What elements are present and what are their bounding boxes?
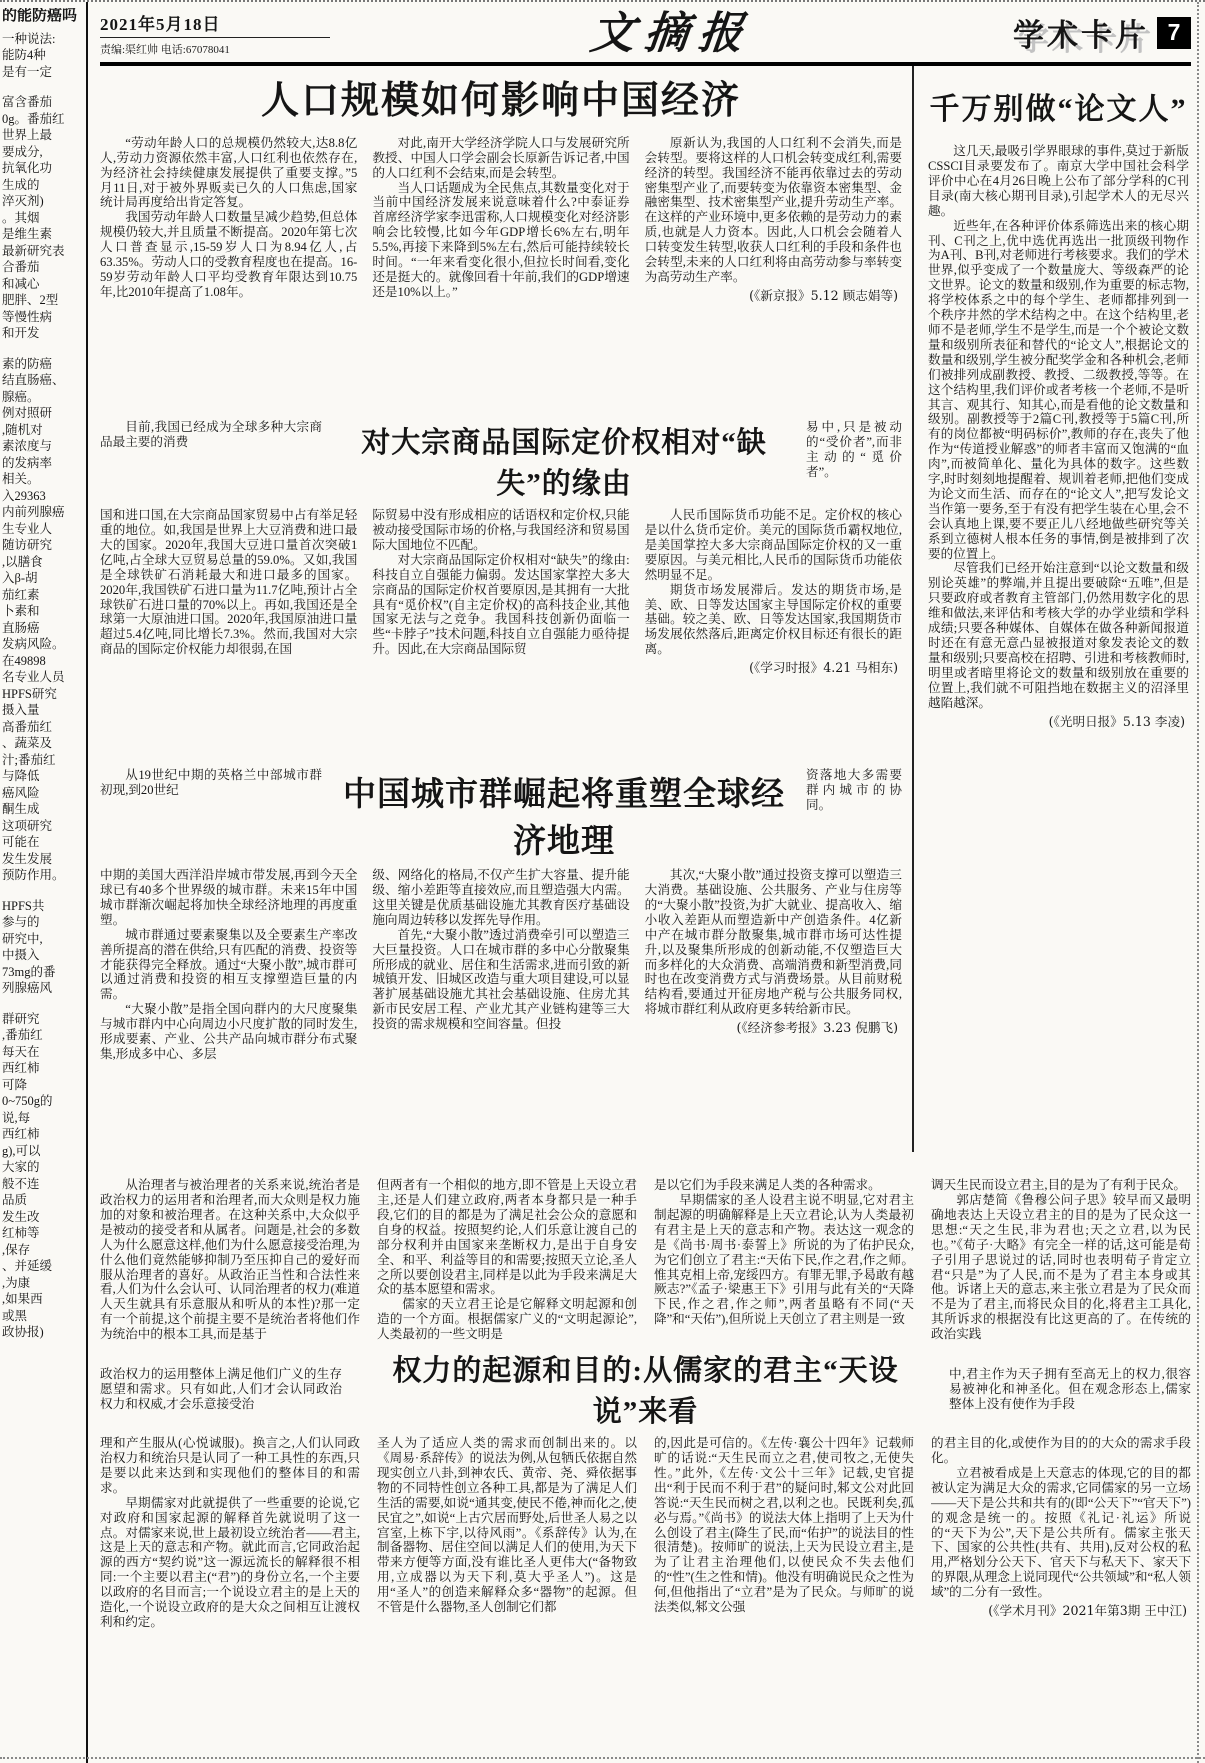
- column-1: [100, 1178, 360, 1342]
- editor-line: 责编:渠红帅 电话:67078041: [100, 44, 230, 56]
- strip-fragment: 肥胖、2型: [2, 293, 59, 307]
- masthead-logo: 文摘报: [587, 8, 756, 59]
- strip-fragment: 素浓度与: [2, 439, 53, 453]
- paragraph: 的,因此是可信的。《左传·襄公十四年》记载师旷的话说:“天生民而立之君,使司牧之,无使失性。”此外,《左传·文公十三年》记载,史官提出“利于民而不利于君”的疑问时,邾文公对此回答说:“天生民而树之君,以利之也。民既利矣,孤必与焉。”《尚书》的说法大体上指明了上天为什么创设了君主(降生了民,而“佑护”的说法目的性很清楚)。按师旷的说法,上天为民设立君主,是为了让君主治理他们,以使民众不失去他们的“性”(生之性和情)。他没有明确说民众之性为何,但他指出了“立君”是为了民众。与师旷的说法类似,邾文公强: [654, 1436, 914, 1615]
- article-title: 权力的起源和目的:从儒家的君主“天设说”来看: [392, 1355, 899, 1429]
- left-articles: [100, 66, 902, 1152]
- paragraph: 的君主目的化,或使作为目的的大众的需求手段化。: [931, 1436, 1191, 1465]
- strip-fragment: 发生改: [2, 1209, 40, 1224]
- strip-fragment: ,如果西: [2, 1292, 43, 1306]
- paragraph: 对大宗商品国际定价权相对“缺失”的缘由:科技自立自强能力偏弱。发达国家掌控大多大宗商品的国际定价权首要原因,是其拥有一大批具有“觅价权”(自主定价权)的高科技企业,其他国家无法与之竞争。我国科技创新仍面临一些“卡脖子”技术问题,科技自立自强能力亟待提升。因此,在大宗商品国际贸: [372, 552, 630, 657]
- paragraph: 这几天,最吸引学界眼球的事件,莫过于新版CSSCI目录要发布了。南京大学中国社会科学评价中心在4月26日晚上公布了部分学科的C刊目录(南大核心期刊目录),引起学术人的无尽兴趣。: [928, 144, 1189, 218]
- strip-fragment: 直肠癌: [2, 620, 40, 635]
- strip-fragment: 研究中,: [2, 931, 43, 946]
- strip-fragment: 、并延缓: [2, 1259, 53, 1273]
- strip-fragment: 的能防癌吗: [2, 8, 78, 24]
- column-3: [654, 1436, 914, 1630]
- strip-fragment: 合番茄: [2, 260, 40, 274]
- paragraph: 我国劳动年龄人口数量呈减少趋势,但总体规模仍较大,并且质量不断提高。2020年第七次人口普查显示,15-59岁人口为8.94亿人,占63.35%。劳动人口的受教育程度也在提高。16-59岁劳动年龄人口平均受教育年限达到10.75年,比2010年提高了1.08年。: [100, 210, 358, 299]
- paragraph: 儒家的天立君王论是它解释文明起源和创造的一个方面。根据儒家广义的“文明起源论”,人类最初的一些文明是: [377, 1297, 637, 1342]
- column-2: [372, 508, 629, 675]
- article-title: 对大宗商品国际定价权相对“缺失”的缘由: [361, 427, 767, 501]
- strip-fragment: HPFS共: [2, 898, 45, 913]
- strip-fragment: ,保存: [2, 1242, 31, 1257]
- column-1: [100, 508, 357, 675]
- paragraph: 调天生民而设立君主,目的是为了有利于民众。: [931, 1178, 1187, 1193]
- paragraph: 国和进口国,在大宗商品国家贸易中占有举足轻重的地位。如,我国是世界上大豆消费和进口最大的国家。2020年,我国大豆进口量首次突破1亿吨,占全球大豆贸易总量的59.0%。又如,我国是全球铁矿石消耗最大和进口最多的国家。2020年,我国铁矿石进口量为11.7亿吨,预计占全球铁矿石进口量的70%以上。再如,我国还是全球第一大原油进口国。2020年,我国原油进口量超过5.4亿吨,同比增长7.3%。然而,我国对大宗商品的国际定价权能力却很弱,在国: [100, 508, 358, 657]
- paragraph: 近些年,在各种评价体系筛选出来的核心期刊、C刊之上,优中选优再选出一批顶级刊物作为A刊、B刊,对老师进行考核要求。我们的学术世界,似乎变成了一个数量庞大、等级森严的论文世界。论文的数量和级别,作为重要的标志物,将学校体系之中的每个学生、老师都排列到一个秩序井然的学术结构之中。在这个结构里,老师不是老师,学生不是学生,而是一个个被论文数量和级别所表征和替代的“论文人”,根据论文的数量和级别,学生被分配奖学金和各种机会,老师们被排列成副教授、教授、二级教授,等等。在这个结构里,我们评价或者考核一个老师,不是听其言、观其行、知其心,而是看他的论文数量和级别。副教授等于2篇C刊,教授等于5篇C刊,所有的岗位都被“明码标价”,教师的存在,丧失了他作为“传道授业解惑”的师者丰富而又饱满的“血肉”,而被简单化、量化为具体的数字。这些数字,时时刻刻地提醒着、规训着老师,把他们变成为论文而生活、而存在的“论文人”,把写发论文当作第一要务,至于有没有把学生装在心里,会不会认真地上课,要不要正儿八经地做些研究等关系到立德树人根本任务的事情,倒是被排到了次要的位置上。: [928, 218, 1189, 561]
- article-paper-person: [912, 66, 1191, 1152]
- paragraph: 际贸易中没有形成相应的话语权和定价权,只能被动接受国际市场的价格,与我国经济和贸易国际大国地位不匹配。: [372, 508, 630, 552]
- strip-fragment: 和减心: [2, 276, 40, 291]
- strip-fragment: 说,每: [2, 1110, 31, 1125]
- strip-fragment: 发病风险。: [2, 637, 65, 651]
- paragraph: 政治权力的运用整体上满足他们广义的生存愿望和需求。只有如此,人们才会认同政治权力和权威,才会乐意接受治: [100, 1366, 342, 1411]
- strip-fragment: ,以膳食: [2, 554, 43, 569]
- strip-fragment: 。其烟: [2, 210, 40, 225]
- strip-fragment: 大家的: [2, 1160, 40, 1174]
- article-commodity-pricing: [100, 412, 902, 762]
- strip-fragment: [2, 80, 82, 94]
- section-title: 学术卡片: [1013, 18, 1149, 53]
- article-population-economy: [100, 66, 902, 412]
- issue-date: 2021年5月18日: [100, 10, 330, 38]
- article-origin-of-power: [100, 1178, 1191, 1763]
- strip-fragment: ,为康: [2, 1275, 31, 1290]
- source-attribution: (《经济参考报》3.23 倪鹏飞): [736, 1020, 898, 1036]
- article-title: 中国城市群崛起将重塑全球经济地理: [343, 777, 785, 861]
- column-3: [645, 508, 902, 675]
- column-2: [372, 136, 629, 303]
- intro-wrap: [100, 420, 322, 502]
- strip-fragment: 要成分,: [2, 144, 43, 159]
- article-city-clusters: [100, 762, 902, 1148]
- strip-fragment: 中摄入: [2, 948, 40, 962]
- strip-fragment: 与降低: [2, 769, 40, 783]
- column-1: [100, 868, 357, 1062]
- paragraph: 中,君主作为天子拥有至高无上的权力,很容易被神化和神圣化。但在观念形态上,儒家整体上没有使作为手段: [949, 1366, 1191, 1411]
- strip-fragment: 酮生成: [2, 802, 40, 816]
- strip-fragment: 高番茄红: [2, 719, 53, 734]
- content-row: [100, 66, 1191, 1152]
- strip-fragment: 癌风险: [2, 785, 40, 800]
- strip-fragment: 0g。番茄红: [2, 111, 65, 126]
- strip-fragment: 相关。: [2, 472, 40, 486]
- strip-fragment: 富含番茄: [2, 95, 53, 109]
- paragraph: 早期儒家的圣人设君主说不明显,它对君主制起源的明确解释是上天立君论,认为人类最初有君主是上天的意志和产物。表达这一观念的是《尚书·周书·泰誓上》所说的为了佑护民众,为它们创立了君主:“天佑下民,作之君,作之师。惟其克相上帝,宠绥四方。有罪无罪,予曷敢有越厥志?”《孟子·梁惠王下》引用与此有关的“天降下民,作之君,作之师”,两者虽略有不同(“天降”和“天佑”),但所说上天创立了君主则是一致: [654, 1193, 914, 1327]
- paragraph: 郭店楚简《鲁穆公问子思》较早而又最明确地表达上天设立君主的目的是为了民众这一思想:“天之生民,非为君也;天之立君,以为民也。”《荀子·大略》有完全一样的话,这可能是荀子引用子思说过的话,同时也表明荀子肯定立君“只是”为了人民,而不是为了君主本身或其他。诉诸上天的意志,来主张立君是为了民众而不是为了君主,而将民众目的化,将君主工具化,其所诉求的根据没有比这更高的了。在传统的政治实践: [931, 1193, 1191, 1342]
- strip-fragment: 茄红素: [2, 587, 40, 602]
- strip-fragment: ,番茄红: [2, 1028, 43, 1042]
- strip-fragment: 最新研究表: [2, 243, 65, 258]
- column-4-continued: [949, 1367, 1191, 1412]
- paragraph: 但两者有一个相似的地方,即不管是上天设立君主,还是人们建立政府,两者本身都只是一种手段,它们的目的都是为了满足社会公众的意愿和自身的权益。按照契约论,人们乐意让渡自己的部分权利并由国家来垄断权力,是出于自身安全、和平、利益等目的和需要;按照天立论,圣人之所以要创设君主,同样是以此为手段来满足大众的基本愿望和需求。: [377, 1178, 637, 1297]
- column-2: [372, 868, 629, 1062]
- header-right: [1013, 10, 1191, 55]
- paragraph: 中期的美国大西洋沿岸城市带发展,再到今天全球已有40多个世界级的城市群。未来15年中国城市群渐次崛起将加快全球经济地理的再度重塑。: [100, 868, 358, 927]
- source-attribution: (《新京报》5.12 顾志娟等): [749, 287, 898, 303]
- paragraph: 其次,“大聚小散”通过投资支撑可以塑造三大消费。基础设施、公共服务、产业与住房等的“大聚小散”投资,为扩大就业、提高收入、缩小收入差距从而塑造新中产创造条件。4亿新中产在城市群分散聚集,城市群市场可达性提升,以及聚集所形成的创新动能,不仅塑造巨大而多样化的大众消费、高端消费和新型消费,同时也在改变消费方式与消费场景。从目前财税结构看,要通过开征房地产税与公共服务同权,将城市群红利从政府更多转给新市民。: [644, 868, 902, 1017]
- strip-fragment: 结直肠癌、: [2, 373, 65, 387]
- column-3: [654, 1178, 914, 1342]
- article-columns: [100, 136, 902, 303]
- paragraph: 对此,南开大学经济学院人口与发展研究所教授、中国人口学会副会长原新告诉记者,中国的人口红利不会结束,而是会转型。: [372, 135, 630, 180]
- column-1: [100, 1436, 360, 1630]
- title-band: [100, 1348, 1191, 1430]
- margin-note: [806, 420, 902, 480]
- strip-fragment: 预防作用。: [2, 868, 65, 882]
- strip-fragment: 或黑: [2, 1308, 28, 1323]
- article-title: 千万别做“论文人”: [929, 93, 1188, 127]
- strip-fragment: 发生发展: [2, 851, 53, 866]
- column-2: [377, 1178, 637, 1342]
- strip-fragment: 淬灭剂): [2, 194, 44, 208]
- strip-fragment: 在49898: [2, 653, 46, 668]
- article-title: 人口规模如何影响中国经济: [260, 80, 741, 123]
- strip-fragment: 内前列腺癌: [2, 505, 65, 519]
- strip-fragment: 列腺癌风: [2, 981, 53, 995]
- article-columns: [100, 508, 902, 675]
- paragraph: 级、网络化的格局,不仅产生扩大容量、提升能级、缩小差距等直接效应,而且塑造强大内需。这里关键是优质基础设施尤其教育医疗基础设施向周边转移以发挥先导作用。: [372, 868, 630, 927]
- strip-fragment: 腺癌。: [2, 389, 40, 404]
- paragraph: 圣人为了适应人类的需求而创制出来的。以《周易·系辞传》的说法为例,从包牺氏依据自然现实创立八卦,到神农氏、黄帝、尧、舜依据事物的不同特性创立各种工具,都是为了满足人们生活的需要,如说“通其变,使民不倦,神而化之,使民宜之”,如说“上古穴居而野处,后世圣人易之以宫室,上栋下宇,以待风雨”。《系辞传》认为,在制备器物、居住空间以满足人们的使用,为天下带来方便等方面,没有谁比圣人更伟大(“备物致用,立成器以为天下利,莫大乎圣人”)。这是用“圣人”的创造来解释众多“器物”的起源。但不管是什么器物,圣人创制它们都: [377, 1436, 637, 1615]
- strip-fragment: 0~750g的: [2, 1094, 53, 1108]
- strip-fragment: 西红柿: [2, 1061, 40, 1075]
- page-number-box: 7: [1157, 17, 1191, 49]
- strip-fragment: 红柿等: [2, 1226, 40, 1240]
- header-date-block: [100, 10, 330, 57]
- strip-fragment: 可能在: [2, 835, 40, 849]
- column-4: [931, 1436, 1191, 1630]
- source-attribution: (《光明日报》5.13 李凌): [1048, 713, 1185, 729]
- strip-fragment: 抗氧化功: [2, 161, 53, 175]
- strip-fragment: 例对照研: [2, 406, 53, 420]
- strip-fragment: 一种说法:: [2, 31, 56, 46]
- paragraph: 原新认为,我国的人口红利不会消失,而是会转型。要将这样的人口机会转变成红利,需要经济的转型。我国经济不能再依靠过去的劳动密集型产业了,而要转变为依靠资本密集型、金融密集型、技术密集型产业,提升劳动生产率。在这样的产业环境中,更多依赖的是劳动力的素质,也就是人力资本。因此,人口机会会随着人口转变发生转型,收获人口红利的手段和条件也会转型,未来的人口红利将由高劳动参与率转变为高劳动生产率。: [644, 135, 902, 284]
- source-attribution: (《学术月刊》2021年第3期 王中江): [988, 1603, 1187, 1619]
- paragraph: 资落地大多需要群内城市的协同。: [806, 768, 902, 812]
- strip-fragment: 、蔬菜及: [2, 736, 53, 750]
- article-head: [100, 420, 902, 502]
- strip-fragment: 世界上最: [2, 128, 53, 142]
- strip-fragment: 般不连: [2, 1176, 40, 1191]
- strip-fragment: 能防4种: [2, 48, 46, 62]
- strip-fragment: [2, 997, 82, 1011]
- page-main: [88, 2, 1205, 1763]
- strip-fragment: 卜素和: [2, 604, 40, 618]
- strip-fragment: 73mg的番: [2, 964, 56, 979]
- column-2: [377, 1436, 637, 1630]
- strip-fragment: 摄入量: [2, 703, 40, 717]
- strip-fragment: 西红柿: [2, 1127, 40, 1141]
- paragraph: 从治理者与被治理者的关系来说,统治者是政治权力的运用者和治理者,而大众则是权力施加的对象和被治理者。在这种关系中,大众似乎是被动的接受者和从属者。问题是,社会的多数人为什么愿意这样,他们为什么愿意接受治理,为什么他们竟然能够抑制乃至压抑自己的爱好而服从治理者的喜好。从政治正当性和合法性来看,人们为什么会认可、认同治理者的权力(难道人天生就具有乐意服从和听从的本性)?那一定有一个前提,这个前提主要不是统治者将他们作为统治中的根本工具,而是基于: [100, 1178, 360, 1342]
- strip-fragment: HPFS研究: [2, 686, 57, 701]
- strip-fragment: 每天在: [2, 1044, 40, 1059]
- paragraph: 易中,只是被动的“受价者”,而非主动的“觅价者”。: [806, 420, 902, 479]
- paragraph: 首先,“大聚小散”透过消费牵引可以塑造三大巨量投资。人口在城市群的多中心分散聚集所形成的就业、居住和生活需求,进而引致的新城镇开发、旧城区改造与重大项目建设,可以显著扩展基础设施尤其社会基础设施、住房尤其新市民安居工程、产业尤其产业链构建等三大投资的需求规模和空间容量。但投: [372, 927, 630, 1032]
- strip-fragment: 这项研究: [2, 818, 53, 833]
- article-columns: [100, 868, 902, 1062]
- strip-fragment: [2, 884, 82, 898]
- strip-fragment: 随访研究: [2, 538, 53, 552]
- column-4: [931, 1178, 1191, 1342]
- strip-fragment: [2, 342, 82, 356]
- strip-fragment: 可降: [2, 1077, 28, 1092]
- margin-note: [806, 768, 902, 813]
- page-header: [100, 10, 1191, 58]
- paragraph: 人民币国际货币功能不足。定价权的核心是以什么货币定价。美元的国际货币霸权地位,是美国掌控大多大宗商品国际定价权的又一重要原因。与美元相比,人民币的国际货币功能依然明显不足。: [644, 508, 902, 582]
- column-1: [100, 136, 357, 303]
- paragraph: 期货市场发展滞后。发达的期货市场,是美、欧、日等发达国家主导国际定价权的重要基础。较之美、欧、日等发达国家,我国期货市场发展依然落后,距离定价权目标还有很长的距离。: [644, 582, 902, 657]
- column-1-continued: [100, 1367, 342, 1412]
- strip-fragment: 政协报): [2, 1325, 44, 1339]
- paragraph: 从19世纪中期的英格兰中部城市群初现,到20世纪: [100, 768, 322, 798]
- article-head: [100, 768, 902, 862]
- paragraph: 早期儒家对此就提供了一些重要的论说,它对政府和国家起源的解释首先就说明了这一点。对儒家来说,世上最初设立统治者——君主,这是上天的意志和产物。就此而言,它同政治起源的西方“契约说”这一源远流长的解释很不相同:一个主要以君主(“君”)的身份立名,一个主要以政府的名目而言;一个说设立君主的是上天的造化,一个说设立政府的是大众之间相互让渡权利和约定。: [100, 1495, 360, 1629]
- strip-fragment: g),可以: [2, 1143, 41, 1158]
- paragraph: 是以它们为手段来满足人类的各种需求。: [654, 1178, 881, 1193]
- column-3: [645, 136, 902, 303]
- paragraph: “大聚小散”是指全国向群内的大尺度聚集与城市群内中心向周边小尺度扩散的同时发生,形成要素、产业、公共产品向城市群分布式聚集,形成多中心、多层: [100, 1002, 358, 1061]
- strip-fragment: 是有一定: [2, 64, 53, 79]
- strip-fragment: 素的防癌: [2, 356, 53, 371]
- intro-wrap: [100, 768, 322, 862]
- paragraph: 立君被看成是上天意志的体现,它的目的都被认定为满足大众的需求,它同儒家的另一立场——天下是公共和共有的(即“公天下”“官天下”)的观念是统一的。按照《礼记·礼运》所说的“天下为公”,天下是公共所有。儒家主张天下、国家的公共性(共有、共用),反对公权的私用,严格划分公天下、官天下与私天下、家天下的界限,从理念上说同现代“公共领域”和“私人领域”的二分有一致性。: [931, 1465, 1191, 1600]
- upper-band: [100, 1178, 1191, 1342]
- strip-fragment: 入β-胡: [2, 571, 38, 585]
- strip-fragment: 是维生素: [2, 227, 53, 241]
- paragraph: 尽管我们已经开始注意到“以论文数量和级别论英雄”的弊端,并且提出要破除“五唯”,但是只要政府或者教育主管部门,仍然用数字化的思维和做法,来评估和考核大学的办学业绩和学科成绩;只要各种媒体、自媒体在做各种新闻报道时还在有意无意凸显被报道对象发表论文的数量和级别;只要高校在招聘、引进和考核教师时,明里或者暗里将论文的数量和级别放在重要的位置上,我们就不可阻挡地在数据主义的沼泽里越陷越深。: [928, 561, 1189, 710]
- paragraph: 理和产生服从(心悦诚服)。换言之,人们认同政治权力和统治只是认同了一种工具性的东西,只是要以此来达到和实现他们的整体目的和需求。: [100, 1436, 360, 1495]
- strip-fragment: 汁;番茄红: [2, 752, 56, 767]
- paragraph: 目前,我国已经成为全球多种大宗商品最主要的消费: [100, 420, 322, 450]
- strip-fragment: 品质: [2, 1193, 28, 1207]
- lower-band: [100, 1436, 1191, 1630]
- paragraph: “劳动年龄人口的总规模仍然较大,达8.8亿人,劳动力资源依然丰富,人口红利也依然存在,为经济社会持续健康发展提供了重要支撑。”5月11日,对于被外界贩卖已久的人口焦虑,国家统计局再度给出肯定答复。: [100, 135, 358, 210]
- source-attribution: (《学习时报》4.21 马相东): [749, 660, 898, 676]
- strip-fragment: 和开发: [2, 326, 40, 340]
- strip-fragment: ,随机对: [2, 422, 43, 437]
- strip-fragment: 入29363: [2, 488, 46, 503]
- paragraph: 当人口话题成为全民焦点,其数量变化对于当前中国经济发展来说意味着什么?中泰证券首席经济学家李迅雷称,人口规模变化对经济影响会比较慢,比如今年GDP增长6%左右,明年5.5%,再接下来降到5%左右,然后可能持续较长时间。“一年来看变化很小,但拉长时间看,变化还是挺大的。就像回看十年前,我们的GDP增速还是10%以上。”: [372, 180, 630, 299]
- column-3: [645, 868, 902, 1062]
- strip-fragment: 等慢性病: [2, 309, 53, 324]
- strip-fragment: 名专业人员: [2, 670, 65, 684]
- paragraph: 城市群通过要素聚集以及全要素生产率改善所提高的潜在供给,只有匹配的消费、投资等才能获得完全释放。通过“大聚小散”,城市群可以通过消费和投资的相互支撑塑造巨量的内需。: [100, 927, 358, 1002]
- strip-fragment: 生成的: [2, 177, 40, 192]
- adjacent-page-strip: [0, 2, 88, 1763]
- strip-fragment: 参与的: [2, 915, 40, 929]
- strip-fragment: 群研究: [2, 1011, 40, 1026]
- strip-fragment: 生专业人: [2, 521, 53, 536]
- strip-fragment: 的发病率: [2, 455, 53, 470]
